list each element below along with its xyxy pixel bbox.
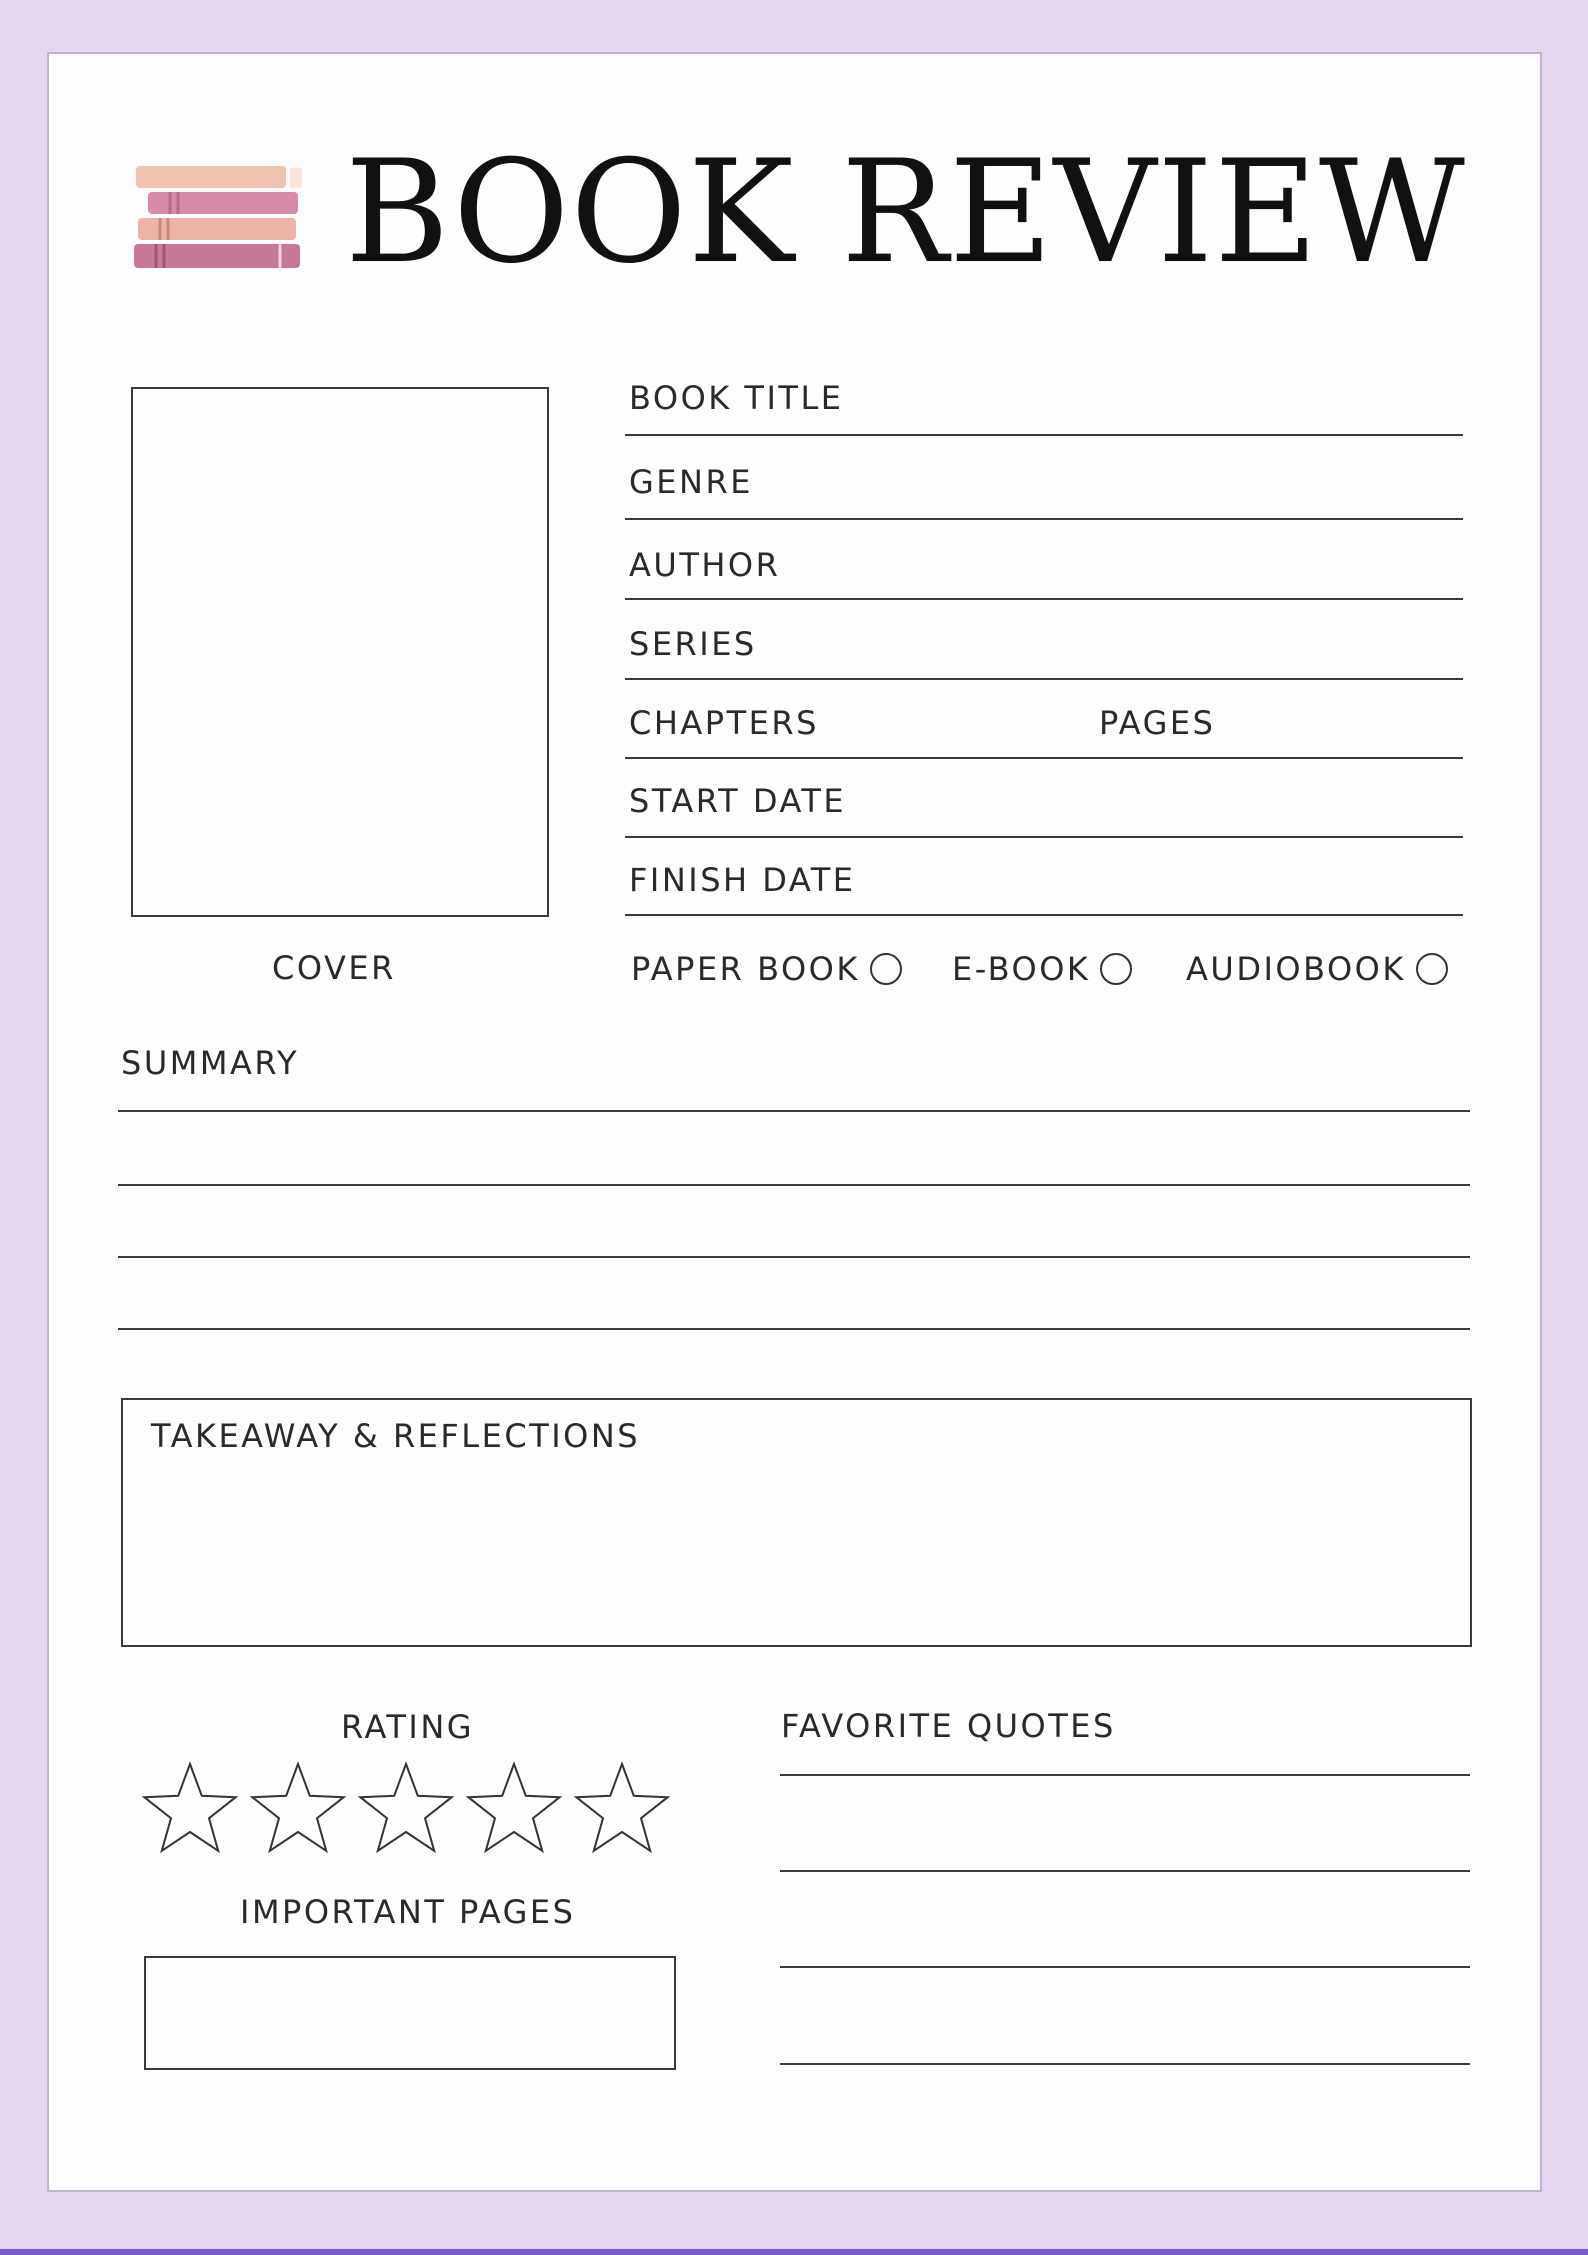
summary-line[interactable] xyxy=(118,1256,1470,1258)
paper-book-label: PAPER BOOK xyxy=(631,950,860,988)
audiobook-radio[interactable] xyxy=(1416,953,1448,985)
star-icon[interactable] xyxy=(144,1764,235,1851)
paper-book-radio[interactable] xyxy=(870,953,902,985)
important-pages-label: IMPORTANT PAGES xyxy=(240,1893,576,1931)
start-date-label: START DATE xyxy=(629,782,847,820)
start-date-line[interactable] xyxy=(625,836,1463,838)
option-ebook[interactable] xyxy=(952,951,1132,987)
chapters-label: CHAPTERS xyxy=(629,704,819,742)
takeaway-label: TAKEAWAY & REFLECTIONS xyxy=(151,1417,641,1455)
quote-line[interactable] xyxy=(780,2063,1470,2065)
page-title: BOOK REVIEW xyxy=(345,130,1466,295)
finish-date-line[interactable] xyxy=(625,914,1463,916)
series-label: SERIES xyxy=(629,625,757,663)
star-icon[interactable] xyxy=(252,1764,343,1851)
book-title-line[interactable] xyxy=(625,434,1463,436)
audiobook-label: AUDIOBOOK xyxy=(1186,950,1406,988)
star-icon[interactable] xyxy=(360,1764,451,1851)
quote-line[interactable] xyxy=(780,1966,1470,1968)
finish-date-label: FINISH DATE xyxy=(629,861,856,899)
cover-box[interactable] xyxy=(131,387,549,917)
quote-line[interactable] xyxy=(780,1774,1470,1776)
favorite-quotes-label: FAVORITE QUOTES xyxy=(781,1707,1116,1745)
genre-label: GENRE xyxy=(629,463,753,501)
star-icon[interactable] xyxy=(576,1764,667,1851)
star-icon[interactable] xyxy=(468,1764,559,1851)
book-title-label: BOOK TITLE xyxy=(629,379,844,417)
option-audiobook[interactable] xyxy=(1186,951,1448,987)
book-stack-icon xyxy=(130,158,310,286)
cover-label: COVER xyxy=(272,949,396,987)
chapters-pages-line[interactable] xyxy=(625,757,1463,759)
summary-line[interactable] xyxy=(118,1110,1470,1112)
option-paper-book[interactable] xyxy=(631,951,902,987)
ebook-label: E-BOOK xyxy=(952,950,1091,988)
pages-label: PAGES xyxy=(1099,704,1216,742)
author-label: AUTHOR xyxy=(629,546,781,584)
genre-line[interactable] xyxy=(625,518,1463,520)
rating-stars[interactable] xyxy=(138,1760,678,1860)
bottom-strip xyxy=(0,2249,1588,2255)
summary-line[interactable] xyxy=(118,1184,1470,1186)
author-line[interactable] xyxy=(625,598,1463,600)
summary-label: SUMMARY xyxy=(121,1044,300,1082)
important-pages-box[interactable] xyxy=(144,1956,676,2070)
ebook-radio[interactable] xyxy=(1100,953,1132,985)
quote-line[interactable] xyxy=(780,1870,1470,1872)
summary-line[interactable] xyxy=(118,1328,1470,1330)
rating-label: RATING xyxy=(341,1708,475,1746)
series-line[interactable] xyxy=(625,678,1463,680)
